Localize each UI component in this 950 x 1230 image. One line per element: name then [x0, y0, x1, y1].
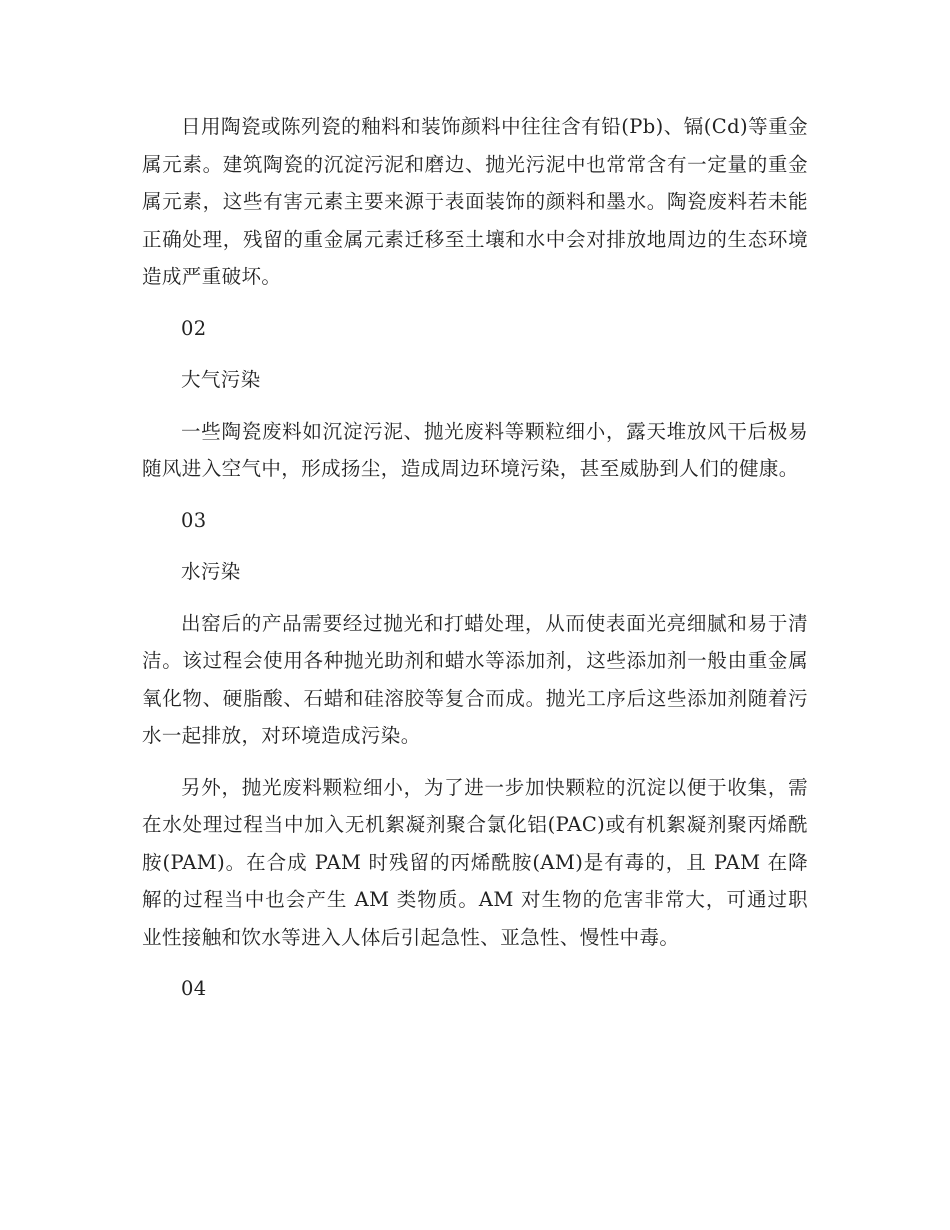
section-number-02: 02 — [181, 316, 207, 340]
section-title-air-pollution: 大气污染 — [181, 368, 261, 391]
section-number-04: 04 — [181, 977, 207, 1000]
paragraph-polishing-additives: 出窑后的产品需要经过抛光和打蜡处理，从而使表面光亮细腻和易于清洁。该过程会使用各种抛光助剂和蜡水等添加剂，这些添加剂一般由重金属氧化物、硬脂酸、石蜡和硅溶胶等复合而成。抛光工序后这些添加剂随着污水一起排放，对环境造成污染。 — [142, 611, 808, 747]
document-page — [142, 108, 808, 1022]
section-title-water-pollution: 水污染 — [181, 560, 241, 583]
paragraph-air-pollution: 一些陶瓷废料如沉淀污泥、抛光废料等颗粒细小，露天堆放风干后极易随风进入空气中，形成扬尘，造成周边环境污染，甚至威胁到人们的健康。 — [142, 419, 808, 480]
paragraph-heavy-metals: 日用陶瓷或陈列瓷的釉料和装饰颜料中往往含有铅(Pb)、镉(Cd)等重金属元素。建筑陶瓷的沉淀污泥和磨边、抛光污泥中也常常含有一定量的重金属元素，这些有害元素主要来源于表面装饰的颜料和墨水。陶瓷废料若未能正确处理，残留的重金属元素迁移至土壤和水中会对排放地周边的生态环境造成严重破坏。 — [142, 115, 808, 288]
section-number-03: 03 — [181, 508, 207, 532]
paragraph-flocculants: 另外，抛光废料颗粒细小，为了进一步加快颗粒的沉淀以便于收集，需在水处理过程当中加入无机絮凝剂聚合氯化铝(PAC)或有机絮凝剂聚丙烯酰胺(PAM)。在合成 PAM 时残留的丙烯酰胺(AM)是有毒的，且 PAM 在降解的过程当中也会产生 AM 类物质。AM 对生物的危害非常大，可通过职业性接触和饮水等进入人体后引起急性、亚急性、慢性中毒。 — [142, 775, 808, 949]
